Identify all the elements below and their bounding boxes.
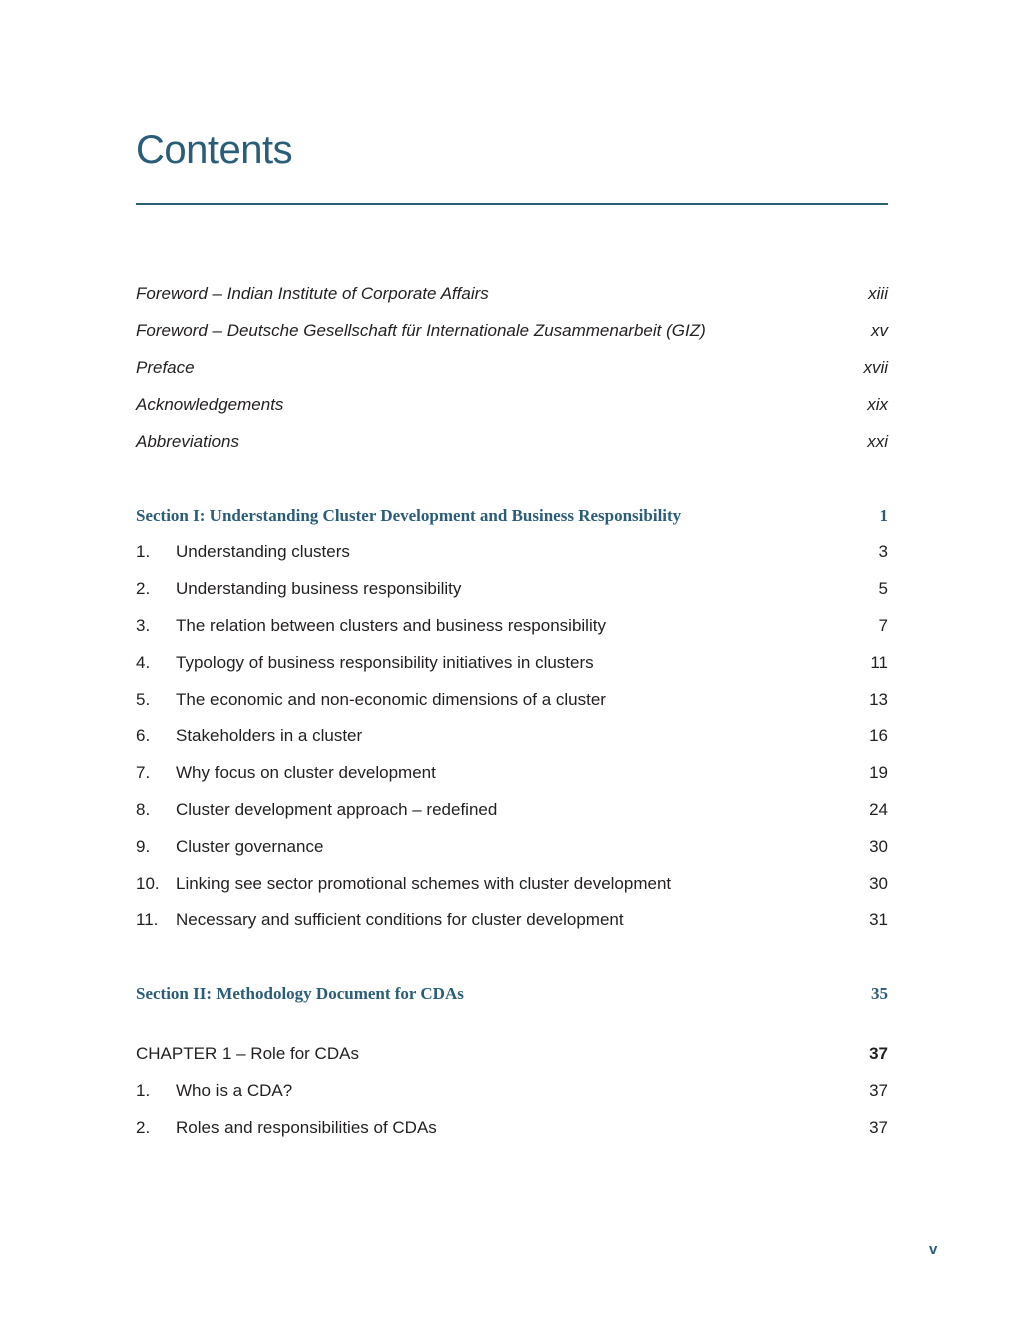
entry-page: 19 (869, 763, 888, 782)
toc-entry[interactable] (136, 651, 888, 675)
entry-label: Who is a CDA? (176, 1081, 293, 1100)
toc-page: xiii (868, 284, 888, 303)
entry-page: 13 (869, 690, 888, 709)
entry-label: Linking see sector promotional schemes with cluster development (176, 874, 672, 893)
toc-front-item[interactable] (136, 393, 888, 417)
entry-page: 31 (869, 910, 888, 929)
entry-number: 2. (136, 1118, 151, 1137)
toc-page: xvii (863, 358, 888, 377)
toc-front-item[interactable] (136, 356, 888, 380)
toc-entry[interactable] (136, 798, 888, 822)
toc-label: Foreword – Indian Institute of Corporate Affairs (136, 284, 489, 303)
toc-front-item[interactable] (136, 319, 888, 343)
toc-page: xix (867, 395, 888, 414)
page-title: Contents (136, 128, 293, 172)
entry-page: 3 (878, 542, 888, 561)
contents-page (136, 0, 888, 1325)
toc-entry[interactable] (136, 1079, 888, 1103)
entry-page: 37 (869, 1118, 888, 1137)
chapter-page: 37 (869, 1044, 888, 1063)
entry-number: 9. (136, 837, 151, 856)
entry-page: 5 (878, 579, 888, 598)
entry-number: 1. (136, 542, 151, 561)
section-page: 35 (871, 984, 888, 1003)
toc-entry[interactable] (136, 724, 888, 748)
toc-entry[interactable] (136, 540, 888, 564)
entry-number: 4. (136, 653, 151, 672)
entry-number: 7. (136, 763, 151, 782)
toc-entry[interactable] (136, 872, 888, 896)
entry-number: 3. (136, 616, 151, 635)
section-page: 1 (879, 506, 888, 525)
section-title: Section I: Understanding Cluster Development and Business Responsibility (136, 506, 682, 525)
entry-number: 11. (136, 910, 159, 929)
toc-entry[interactable] (136, 761, 888, 785)
toc-label: Abbreviations (136, 432, 240, 451)
entry-label: Typology of business responsibility initiatives in clusters (176, 653, 594, 672)
toc-entry[interactable] (136, 614, 888, 638)
toc-label: Acknowledgements (136, 395, 284, 414)
entry-label: Roles and responsibilities of CDAs (176, 1118, 437, 1137)
page-number: v (929, 1241, 938, 1258)
toc-page: xv (871, 321, 888, 340)
entry-label: Understanding clusters (176, 542, 350, 561)
entry-label: Cluster governance (176, 837, 324, 856)
entry-page: 11 (870, 653, 888, 672)
chapter-title: CHAPTER 1 – Role for CDAs (136, 1044, 359, 1063)
entry-label: Understanding business responsibility (176, 579, 462, 598)
toc-chapter-heading[interactable] (136, 1042, 888, 1066)
entry-label: Why focus on cluster development (176, 763, 436, 782)
entry-page: 30 (869, 837, 888, 856)
toc-front-item[interactable] (136, 430, 888, 454)
entry-number: 10. (136, 874, 160, 893)
entry-number: 1. (136, 1081, 151, 1100)
entry-label: The economic and non-economic dimensions of a cluster (176, 690, 606, 709)
toc-label: Preface (136, 358, 195, 377)
toc-label: Foreword – Deutsche Gesellschaft für Internationale Zusammenarbeit (GIZ) (136, 321, 706, 340)
entry-page: 30 (869, 874, 888, 893)
toc-entry[interactable] (136, 835, 888, 859)
toc-entry[interactable] (136, 1116, 888, 1140)
entry-label: Stakeholders in a cluster (176, 726, 363, 745)
entry-page: 16 (869, 726, 888, 745)
toc-section-heading[interactable] (136, 504, 888, 528)
section-title: Section II: Methodology Document for CDAs (136, 984, 464, 1003)
entry-page: 24 (869, 800, 888, 819)
toc-entry[interactable] (136, 577, 888, 601)
toc-page: xxi (867, 432, 888, 451)
title-divider (136, 203, 888, 205)
toc-front-item[interactable] (136, 282, 888, 306)
toc-section-heading[interactable] (136, 982, 888, 1006)
toc-entry[interactable] (136, 908, 888, 932)
entry-number: 5. (136, 690, 151, 709)
entry-page: 7 (878, 616, 888, 635)
entry-number: 6. (136, 726, 151, 745)
entry-number: 2. (136, 579, 151, 598)
entry-number: 8. (136, 800, 151, 819)
entry-label: The relation between clusters and business responsibility (176, 616, 606, 635)
entry-label: Necessary and sufficient conditions for cluster development (176, 910, 624, 929)
toc-entry[interactable] (136, 688, 888, 712)
entry-page: 37 (869, 1081, 888, 1100)
entry-label: Cluster development approach – redefined (176, 800, 498, 819)
